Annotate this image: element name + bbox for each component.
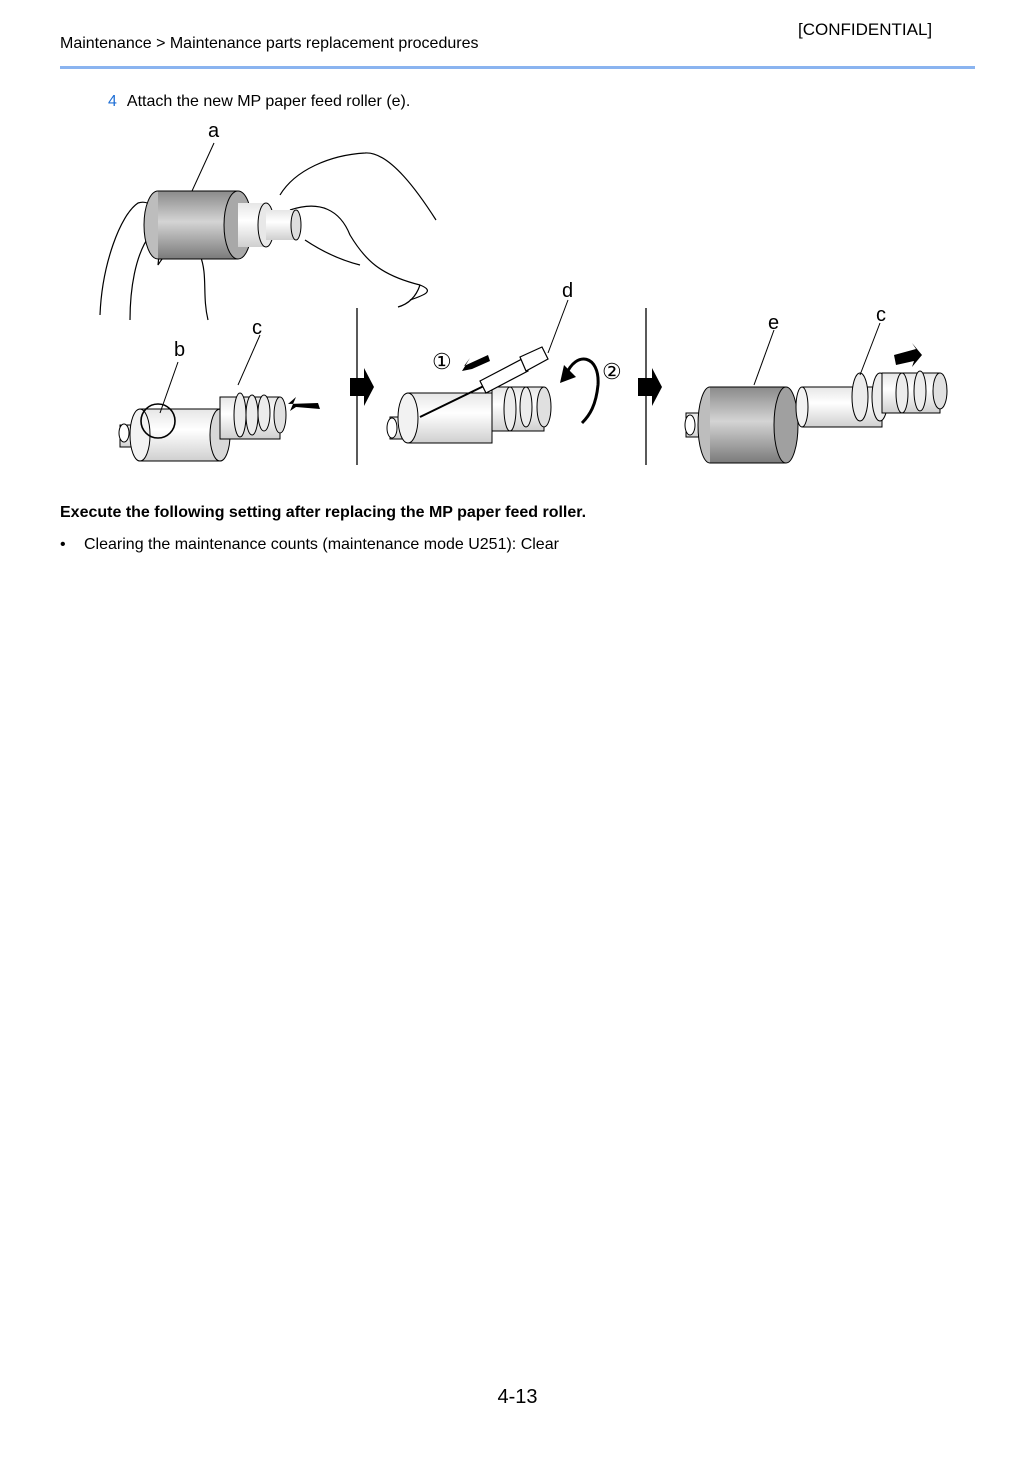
step-text: Attach the new MP paper feed roller (e). <box>126 93 411 110</box>
step-number: 4 <box>108 93 117 110</box>
rotate-arrow-icon <box>566 359 598 423</box>
list-item <box>60 536 559 554</box>
push-arrow-icon <box>288 397 320 411</box>
rotate-arrowhead-icon <box>560 365 576 383</box>
confidential-label: [CONFIDENTIAL] <box>798 20 933 39</box>
label-a: a <box>208 120 220 142</box>
leader-line-e <box>754 330 774 385</box>
label-b: b <box>174 339 186 361</box>
label-c2: c <box>876 304 886 326</box>
leader-line-c2 <box>860 323 880 375</box>
after-replacement-heading: Execute the following setting after replacing the MP paper feed roller. <box>60 504 587 521</box>
roller-replacement-illustration <box>90 115 970 475</box>
leader-line-d <box>548 300 568 353</box>
leader-line-a <box>192 143 214 191</box>
step-marker-1: ① <box>432 349 452 374</box>
pull-arrow-icon <box>462 355 490 371</box>
roller-assembly-middle <box>387 387 551 443</box>
breadcrumb: Maintenance > Maintenance parts replacement procedures <box>60 35 479 52</box>
next-step-arrow-icon-1 <box>350 368 374 406</box>
label-d: d <box>562 280 574 302</box>
label-e: e <box>768 312 780 334</box>
label-c1: c <box>252 317 262 339</box>
slide-out-arrow-icon <box>894 343 922 367</box>
leader-line-b <box>160 362 178 413</box>
next-step-arrow-icon-2 <box>638 368 662 406</box>
header-divider <box>60 66 975 69</box>
step-marker-2: ② <box>602 359 622 384</box>
leader-line-c1 <box>238 335 260 385</box>
bullet-icon: • <box>60 536 66 553</box>
page-number: 4-13 <box>497 1386 538 1408</box>
new-roller-e <box>685 387 798 463</box>
roller-a <box>144 191 301 259</box>
roller-assembly-left <box>119 393 286 461</box>
procedure-step <box>108 93 410 111</box>
roller-shaft-c <box>796 371 947 427</box>
list-item-text: Clearing the maintenance counts (maintenance mode U251): Clear <box>84 536 559 553</box>
